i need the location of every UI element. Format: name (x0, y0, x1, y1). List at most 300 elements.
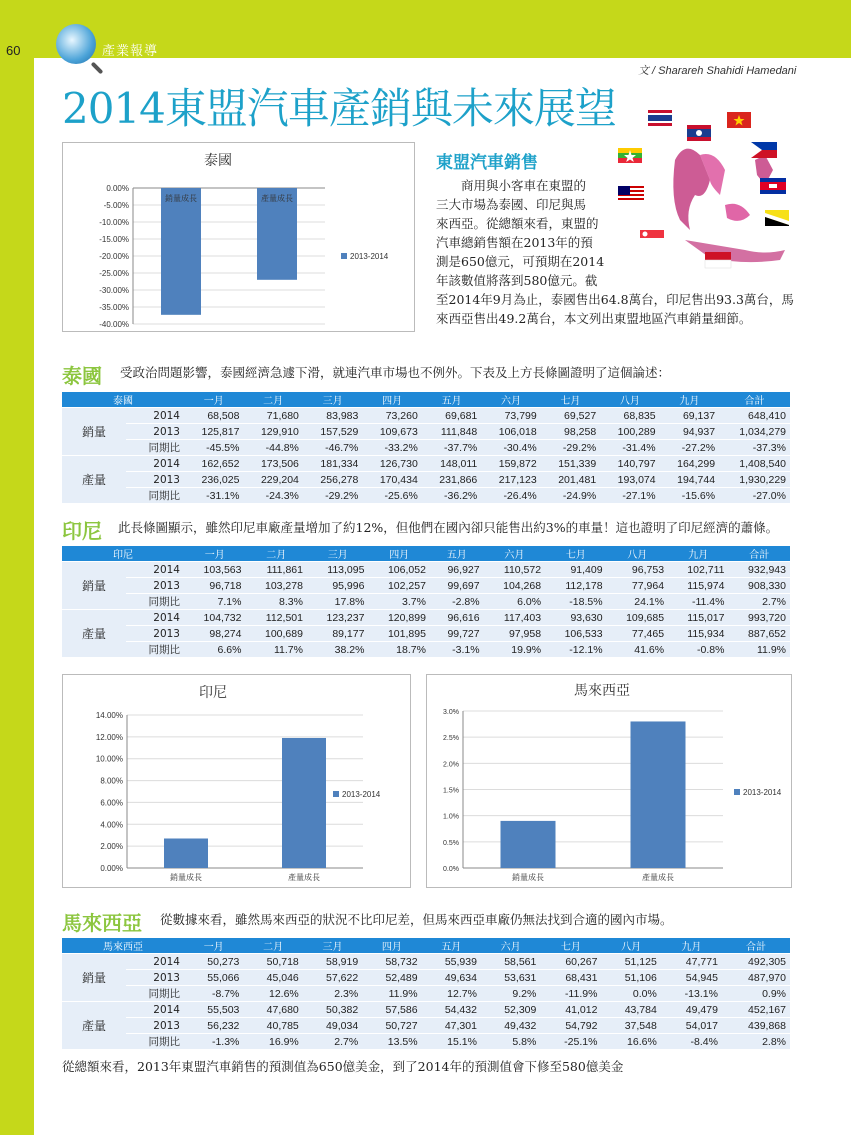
table-cell: 159,872 (481, 456, 540, 472)
table-month-header: 八月 (607, 546, 668, 562)
table-cell: 439,868 (722, 1018, 790, 1034)
table-cell: 89,177 (307, 626, 368, 642)
table-cell: 51,125 (601, 954, 660, 970)
table-cell: -25.1% (540, 1034, 601, 1050)
table-cell: 93,630 (545, 610, 606, 626)
table-cell: 110,572 (484, 562, 545, 578)
malaysia-chart (426, 674, 792, 888)
table-cell: 106,533 (545, 626, 606, 642)
table-cell: 120,899 (368, 610, 429, 626)
left-margin-band (0, 0, 34, 1135)
table-cell: 58,732 (362, 954, 421, 970)
table-row-label: 2014 (126, 954, 184, 970)
table-cell: 91,409 (545, 562, 606, 578)
table-cell: 98,274 (184, 626, 245, 642)
vietnam-flag (727, 112, 751, 128)
table-cell: 126,730 (362, 456, 421, 472)
table-row (62, 954, 790, 970)
table-cell: 45,046 (243, 970, 302, 986)
table-cell: 52,489 (362, 970, 421, 986)
y-tick-label: -25.00% (99, 269, 129, 278)
malaysia-description: 從數據來看，雖然馬來西亞的狀況不比印尼差，但馬來西亞車廠仍無法找到合適的國內市場。 (160, 912, 673, 927)
table-month-header: 五月 (422, 938, 481, 954)
table-cell: 109,685 (607, 610, 668, 626)
table-month-header: 四月 (368, 546, 429, 562)
intro-line: 來西亞售出49.2萬台，本文列出東盟地區汽車銷量細節。 (436, 311, 752, 326)
table-cell: 50,382 (303, 1002, 362, 1018)
table-row-label: 同期比 (126, 594, 184, 610)
table-group-label: 銷量 (62, 562, 126, 610)
table-cell: 56,232 (184, 1018, 243, 1034)
table-cell: 887,652 (728, 626, 790, 642)
table-cell: 96,718 (184, 578, 245, 594)
y-tick-label: -15.00% (99, 235, 129, 244)
table-month-header: 三月 (303, 938, 362, 954)
intro-line: 測是650億元，可預期在2014 (436, 254, 605, 269)
table-group-label: 產量 (62, 610, 126, 658)
table-cell: 112,501 (245, 610, 306, 626)
table-cell: 41,012 (540, 1002, 601, 1018)
table-cell: 51,106 (601, 970, 660, 986)
philippines-flag (751, 142, 777, 158)
bar (501, 821, 556, 868)
table-cell: 58,919 (303, 954, 362, 970)
table-cell: -0.8% (668, 642, 728, 658)
y-tick-label: 3.0% (443, 709, 459, 716)
table-group-label: 產量 (62, 456, 126, 504)
table-cell: 229,204 (243, 472, 302, 488)
thailand-chart-plot (63, 143, 414, 331)
table-cell: -2.8% (430, 594, 484, 610)
table-cell: 157,529 (303, 424, 362, 440)
table-row-label: 2013 (126, 424, 184, 440)
table-row-label: 2013 (126, 626, 184, 642)
table-row-label: 2013 (126, 578, 184, 594)
intro-line: 商用與小客車在東盟的 (436, 178, 587, 193)
table-cell: 17.8% (307, 594, 368, 610)
table-cell: 12.7% (422, 986, 481, 1002)
y-tick-label: 0.00% (106, 184, 129, 193)
intro-line: 三大市場為泰國、印尼與馬 (436, 197, 587, 212)
table-cell: 151,339 (541, 456, 600, 472)
table-cell: -31.4% (600, 440, 659, 456)
legend-swatch (734, 789, 740, 795)
y-tick-label: -30.00% (99, 286, 129, 295)
table-cell: 11.7% (245, 642, 306, 658)
table-cell: 41.6% (607, 642, 668, 658)
table-row (62, 408, 790, 424)
table-cell: 16.6% (601, 1034, 660, 1050)
table-month-header: 合計 (719, 392, 790, 408)
table-cell: 1,034,279 (719, 424, 790, 440)
table-cell: -27.2% (660, 440, 719, 456)
table-cell: 55,939 (422, 954, 481, 970)
indonesia-description: 此長條圖顯示，雖然印尼車廠產量增加了約12%，但他們在國內卻只能售出約3%的車量！這也證明了印尼經濟的蕭條。 (118, 520, 779, 535)
table-cell: 3.7% (368, 594, 429, 610)
table-row-label: 同期比 (126, 986, 184, 1002)
table-month-header: 三月 (307, 546, 368, 562)
table-cell: 111,861 (245, 562, 306, 578)
table-cell: -24.3% (243, 488, 302, 504)
table-cell: 43,784 (601, 1002, 660, 1018)
table-cell: 54,017 (661, 1018, 722, 1034)
table-cell: 2.7% (303, 1034, 362, 1050)
table-cell: -26.4% (481, 488, 540, 504)
table-row (62, 1034, 790, 1050)
table-cell: 102,711 (668, 562, 728, 578)
table-cell: 50,727 (362, 1018, 421, 1034)
table-cell: -3.1% (430, 642, 484, 658)
indonesia-chart-plot (63, 675, 410, 887)
intro-line: 來西亞。從總額來看，東盟的 (436, 216, 599, 231)
y-tick-label: 12.00% (95, 732, 123, 742)
table-cell: 6.0% (484, 594, 545, 610)
table-cell: 77,465 (607, 626, 668, 642)
malaysia-flag (618, 186, 644, 202)
table-row-label: 2014 (126, 1002, 184, 1018)
table-row-label: 2014 (126, 610, 184, 626)
table-cell: 69,681 (422, 408, 481, 424)
table-row-label: 2013 (126, 1018, 184, 1034)
table-cell: 47,771 (661, 954, 722, 970)
table-cell: 49,034 (303, 1018, 362, 1034)
table-row-label: 同期比 (126, 642, 184, 658)
table-cell: 194,744 (660, 472, 719, 488)
magnifier-globe-icon (56, 24, 96, 64)
intro-heading: 東盟汽車銷售 (436, 153, 538, 173)
table-cell: -27.0% (719, 488, 790, 504)
table-cell: -8.4% (661, 1034, 722, 1050)
table-cell: -29.2% (541, 440, 600, 456)
table-month-header: 三月 (303, 392, 362, 408)
bar (631, 721, 686, 868)
footer-summary: 從總額來看，2013年東盟汽車銷售的預測值為650億美金，到了2014年的預測值會下修至580億美金 (62, 1059, 624, 1074)
table-cell: 69,527 (541, 408, 600, 424)
indonesia-table (62, 546, 790, 658)
singapore-flag (640, 230, 664, 246)
table-cell: 11.9% (362, 986, 421, 1002)
table-cell: 115,974 (668, 578, 728, 594)
table-cell: 115,017 (668, 610, 728, 626)
table-header-row (62, 546, 790, 562)
table-row-label: 同期比 (126, 440, 184, 456)
y-tick-label: -5.00% (103, 201, 129, 210)
intro-line: 汽車總銷售額在2013年的預 (436, 235, 593, 250)
table-row-label: 2014 (126, 456, 184, 472)
table-cell: -27.1% (600, 488, 659, 504)
y-tick-label: 6.00% (100, 798, 123, 808)
table-cell: 109,673 (362, 424, 421, 440)
table-row (62, 472, 790, 488)
table-cell: 148,011 (422, 456, 481, 472)
table-cell: 99,697 (430, 578, 484, 594)
thailand-table (62, 392, 790, 504)
table-cell: 55,066 (184, 970, 243, 986)
table-cell: 100,289 (600, 424, 659, 440)
y-tick-label: 1.0% (443, 813, 459, 821)
table-cell: 104,268 (484, 578, 545, 594)
table-cell: 231,866 (422, 472, 481, 488)
y-tick-label: -20.00% (99, 252, 129, 261)
table-cell: -13.1% (661, 986, 722, 1002)
table-cell: 181,334 (303, 456, 362, 472)
table-cell: 2.8% (722, 1034, 790, 1050)
table-cell: 49,634 (422, 970, 481, 986)
table-cell: 47,301 (422, 1018, 481, 1034)
intro-line: 至2014年9月為止，泰國售出64.8萬台，印尼售出93.3萬台，馬 (436, 292, 794, 307)
table-cell: 15.1% (422, 1034, 481, 1050)
table-cell: 170,434 (362, 472, 421, 488)
page-number: 60 (6, 43, 21, 58)
table-month-header: 六月 (484, 546, 545, 562)
thailand-flag (648, 110, 672, 126)
table-cell: 53,631 (481, 970, 540, 986)
y-tick-label: 4.00% (100, 820, 123, 830)
table-cell: 932,943 (728, 562, 790, 578)
y-tick-label: 14.00% (95, 711, 123, 720)
table-cell: 38.2% (307, 642, 368, 658)
table-cell: 94,937 (660, 424, 719, 440)
table-row (62, 642, 790, 658)
table-cell: 217,123 (481, 472, 540, 488)
table-cell: 113,095 (307, 562, 368, 578)
table-cell: -29.2% (303, 488, 362, 504)
legend-swatch (341, 253, 347, 259)
table-row (62, 594, 790, 610)
y-tick-label: 2.0% (443, 761, 459, 769)
y-tick-label: 0.00% (100, 864, 123, 873)
table-cell: 201,481 (541, 472, 600, 488)
chart-title: 馬來西亞 (574, 683, 630, 699)
myanmar-flag (618, 148, 642, 163)
table-row (62, 610, 790, 626)
table-cell: 0.0% (601, 986, 660, 1002)
y-tick-label: 0.0% (443, 866, 459, 873)
table-month-header: 八月 (601, 938, 660, 954)
table-cell: 0.9% (722, 986, 790, 1002)
table-cell: 58,561 (481, 954, 540, 970)
table-cell: 193,074 (600, 472, 659, 488)
table-cell: -37.7% (422, 440, 481, 456)
table-cell: 60,267 (540, 954, 601, 970)
author-byline: 文 / Sharareh Shahidi Hamedani (638, 65, 797, 77)
table-cell: 19.9% (484, 642, 545, 658)
table-cell: 12.6% (243, 986, 302, 1002)
table-cell: 140,797 (600, 456, 659, 472)
table-cell: -12.1% (545, 642, 606, 658)
bar (164, 838, 208, 868)
table-cell: 71,680 (243, 408, 302, 424)
y-tick-label: -40.00% (99, 320, 129, 329)
table-cell: -8.7% (184, 986, 243, 1002)
table-month-header: 二月 (243, 392, 302, 408)
indonesia-heading: 印尼 (62, 519, 102, 543)
section-tag: 產業報導 (102, 44, 159, 59)
table-cell: 54,945 (661, 970, 722, 986)
table-row-label: 2013 (126, 472, 184, 488)
table-row (62, 1002, 790, 1018)
table-cell: -37.3% (719, 440, 790, 456)
y-tick-label: 1.5% (443, 787, 459, 795)
table-cell: -24.9% (541, 488, 600, 504)
table-row-label: 2013 (126, 970, 184, 986)
table-cell: 54,792 (540, 1018, 601, 1034)
table-row-label: 2014 (126, 408, 184, 424)
table-cell: 97,958 (484, 626, 545, 642)
table-cell: 99,727 (430, 626, 484, 642)
table-cell: 24.1% (607, 594, 668, 610)
table-cell: 104,732 (184, 610, 245, 626)
table-cell: 54,432 (422, 1002, 481, 1018)
table-cell: 16.9% (243, 1034, 302, 1050)
table-country-label: 泰國 (62, 392, 184, 408)
bar (161, 188, 201, 315)
table-cell: 96,753 (607, 562, 668, 578)
asean-map-illustration (615, 100, 795, 280)
table-cell: 57,622 (303, 970, 362, 986)
y-tick-label: -35.00% (99, 303, 129, 312)
table-row (62, 1018, 790, 1034)
table-country-label: 馬來西亞 (62, 938, 184, 954)
table-cell: 68,835 (600, 408, 659, 424)
table-cell: 18.7% (368, 642, 429, 658)
table-cell: 452,167 (722, 1002, 790, 1018)
intro-line: 年該數值將落到580億元。截 (436, 273, 598, 288)
table-group-label: 產量 (62, 1002, 126, 1050)
table-group-label: 銷量 (62, 408, 126, 456)
table-cell: 162,652 (184, 456, 243, 472)
table-row (62, 424, 790, 440)
table-cell: 487,970 (722, 970, 790, 986)
table-cell: 117,403 (484, 610, 545, 626)
table-month-header: 六月 (481, 392, 540, 408)
table-cell: 123,237 (307, 610, 368, 626)
table-cell: 73,799 (481, 408, 540, 424)
table-month-header: 二月 (245, 546, 306, 562)
table-cell: 6.6% (184, 642, 245, 658)
table-month-header: 合計 (722, 938, 790, 954)
table-cell: -46.7% (303, 440, 362, 456)
table-cell: -11.9% (540, 986, 601, 1002)
indonesia-flag (705, 252, 731, 268)
table-row-label: 2014 (126, 562, 184, 578)
table-cell: 100,689 (245, 626, 306, 642)
table-cell: 40,785 (243, 1018, 302, 1034)
y-tick-label: -10.00% (99, 218, 129, 227)
table-cell: -25.6% (362, 488, 421, 504)
y-tick-label: 0.5% (443, 839, 459, 847)
table-cell: 115,934 (668, 626, 728, 642)
table-cell: -30.4% (481, 440, 540, 456)
table-cell: 5.8% (481, 1034, 540, 1050)
table-cell: 95,996 (307, 578, 368, 594)
table-cell: 173,506 (243, 456, 302, 472)
table-month-header: 七月 (541, 392, 600, 408)
table-cell: 1,408,540 (719, 456, 790, 472)
legend-label: 2013-2014 (350, 252, 389, 261)
table-month-header: 五月 (430, 546, 484, 562)
table-cell: 37,548 (601, 1018, 660, 1034)
table-cell: 7.1% (184, 594, 245, 610)
y-tick-label: 10.00% (95, 754, 123, 764)
table-cell: 112,178 (545, 578, 606, 594)
table-cell: -36.2% (422, 488, 481, 504)
table-cell: 1,930,229 (719, 472, 790, 488)
table-cell: -1.3% (184, 1034, 243, 1050)
table-cell: -33.2% (362, 440, 421, 456)
malaysia-table (62, 938, 790, 1050)
y-tick-label: 2.00% (100, 842, 123, 852)
table-cell: 55,503 (184, 1002, 243, 1018)
table-month-header: 四月 (362, 392, 421, 408)
table-cell: 236,025 (184, 472, 243, 488)
table-country-label: 印尼 (62, 546, 184, 562)
category-label: 銷量成長 (165, 194, 197, 203)
table-cell: 256,278 (303, 472, 362, 488)
cambodia-flag (760, 178, 786, 194)
table-cell: 102,257 (368, 578, 429, 594)
table-row-label: 同期比 (126, 488, 184, 504)
category-label: 產量成長 (288, 873, 320, 882)
table-cell: 57,586 (362, 1002, 421, 1018)
bar (282, 738, 326, 868)
brunei-flag (765, 210, 789, 226)
table-row-label: 同期比 (126, 1034, 184, 1050)
table-cell: 13.5% (362, 1034, 421, 1050)
table-cell: -11.4% (668, 594, 728, 610)
table-month-header: 五月 (422, 392, 481, 408)
table-cell: 96,927 (430, 562, 484, 578)
table-cell: 83,983 (303, 408, 362, 424)
thailand-description: 受政治問題影響，泰國經濟急遽下滑，就連汽車市場也不例外。下表及上方長條圖證明了這個論述： (120, 365, 671, 380)
table-month-header: 七月 (540, 938, 601, 954)
table-cell: 2.3% (303, 986, 362, 1002)
malaysia-heading: 馬來西亞 (62, 911, 142, 935)
table-row (62, 488, 790, 504)
table-cell: 77,964 (607, 578, 668, 594)
table-cell: 908,330 (728, 578, 790, 594)
table-month-header: 二月 (243, 938, 302, 954)
table-cell: 129,910 (243, 424, 302, 440)
table-cell: 8.3% (245, 594, 306, 610)
table-cell: 2.7% (728, 594, 790, 610)
table-cell: 125,817 (184, 424, 243, 440)
table-cell: 50,718 (243, 954, 302, 970)
table-row (62, 562, 790, 578)
laos-flag (687, 125, 711, 141)
malaysia-chart-plot (427, 675, 791, 887)
table-month-header: 一月 (184, 938, 243, 954)
legend-swatch (333, 791, 339, 797)
chart-title: 印尼 (199, 685, 227, 701)
category-label: 產量成長 (642, 873, 674, 882)
table-row (62, 986, 790, 1002)
table-cell: 68,508 (184, 408, 243, 424)
table-month-header: 九月 (661, 938, 722, 954)
table-cell: 49,479 (661, 1002, 722, 1018)
table-cell: 993,720 (728, 610, 790, 626)
table-cell: -15.6% (660, 488, 719, 504)
table-month-header: 七月 (545, 546, 606, 562)
table-cell: 98,258 (541, 424, 600, 440)
table-cell: 111,848 (422, 424, 481, 440)
category-label: 產量成長 (261, 194, 293, 203)
page-title: 2014東盟汽車產銷與未來展望 (62, 84, 616, 133)
category-label: 銷量成長 (170, 873, 202, 882)
table-cell: 49,432 (481, 1018, 540, 1034)
table-cell: 50,273 (184, 954, 243, 970)
thailand-heading: 泰國 (62, 364, 102, 388)
